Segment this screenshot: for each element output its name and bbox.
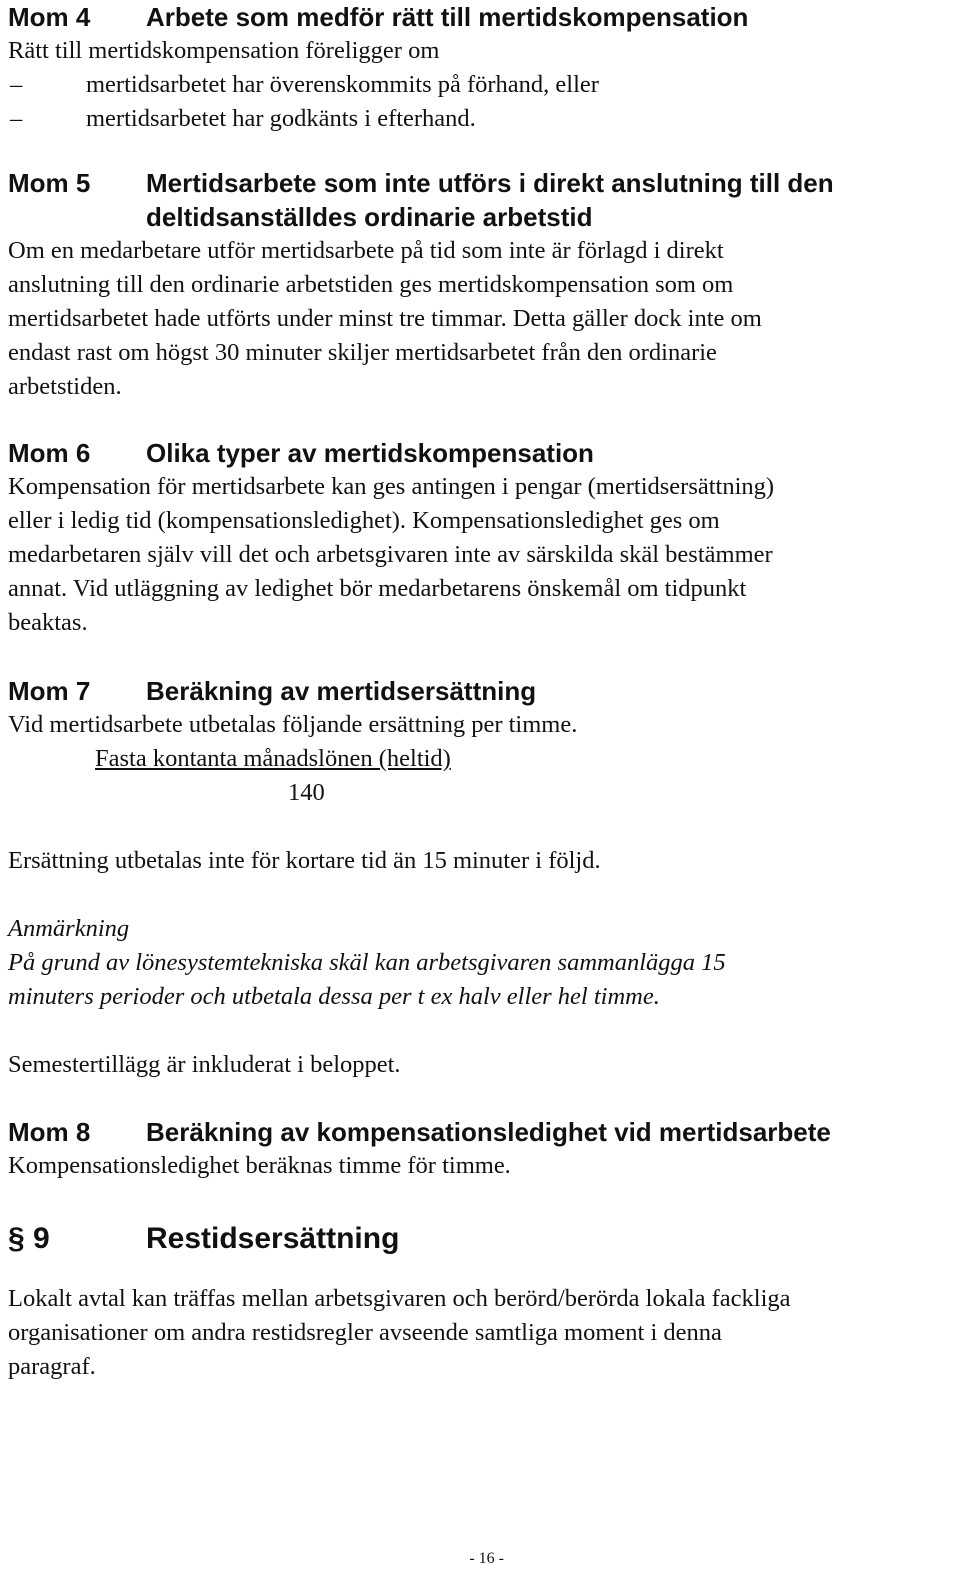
section-mom6: [8, 436, 952, 640]
section-mom8: [8, 1115, 952, 1183]
list-item: [8, 68, 952, 102]
formula-numerator-row: [8, 742, 952, 776]
paragraph-line: organisationer om andra restidsregler avseende samtliga moment i denna: [8, 1319, 722, 1346]
paragraph-line: Kompensation för mertidsarbete kan ges antingen i pengar (mertidsersättning): [8, 473, 775, 500]
note-line: På grund av lönesystemtekniska skäl kan arbetsgivaren sammanlägga 15: [8, 949, 726, 976]
heading-mom7: [8, 674, 952, 708]
section-9: [8, 1220, 952, 1384]
formula-denominator-row: [8, 776, 952, 810]
heading-mom4: [8, 0, 952, 34]
paragraph-line: Lokalt avtal kan träffas mellan arbetsgivaren och berörd/berörda lokala fackliga: [8, 1285, 791, 1312]
dash-bullet: –: [10, 105, 23, 132]
list-item-text: mertidsarbetet har överenskommits på förhand, eller: [86, 71, 599, 98]
paragraph: Ersättning utbetalas inte för kortare tid än 15 minuter i följd.: [8, 847, 601, 874]
formula-numerator: Fasta kontanta månadslönen (heltid): [95, 745, 451, 772]
heading-title: Arbete som medför rätt till mertidskompensation: [146, 2, 749, 32]
heading-title: Olika typer av mertidskompensation: [146, 438, 594, 468]
list-item-text: mertidsarbetet har godkänts i efterhand.: [86, 105, 476, 132]
page-footer: [0, 1550, 960, 1568]
dash-bullet: –: [10, 71, 23, 98]
heading-title-line: Mertidsarbete som inte utförs i direkt anslutning till den: [146, 168, 834, 198]
heading-mom8: [8, 1115, 952, 1149]
note-heading: Anmärkning: [8, 915, 130, 942]
heading-number: Mom 8: [8, 1117, 91, 1147]
paragraph-line: beaktas.: [8, 609, 88, 636]
list-item: [8, 102, 952, 136]
note-line: minuters perioder och utbetala dessa per t ex halv eller hel timme.: [8, 983, 660, 1010]
heading-title: Restidsersättning: [146, 1222, 400, 1255]
heading-number: Mom 5: [8, 168, 91, 198]
heading-number: Mom 7: [8, 676, 91, 706]
heading-number: Mom 6: [8, 438, 91, 468]
section-mom7: [8, 674, 952, 1082]
section-mom5: [8, 166, 952, 404]
paragraph: Semestertillägg är inkluderat i beloppet.: [8, 1051, 401, 1078]
paragraph-line: annat. Vid utläggning av ledighet bör medarbetarens önskemål om tidpunkt: [8, 575, 747, 602]
heading-title: Beräkning av mertidsersättning: [146, 676, 537, 706]
heading-number: § 9: [8, 1222, 50, 1255]
page-number: - 16 -: [469, 1550, 504, 1567]
paragraph-line: paragraf.: [8, 1353, 96, 1380]
heading-title: Beräkning av kompensationsledighet vid mertidsarbete: [146, 1117, 831, 1147]
heading-mom5: [8, 166, 952, 234]
section-mom4: [8, 0, 952, 136]
heading-title-line: deltidsanställdes ordinarie arbetstid: [146, 202, 593, 232]
paragraph-line: mertidsarbetet hade utförts under minst tre timmar. Detta gäller dock inte om: [8, 305, 762, 332]
heading-mom6: [8, 436, 952, 470]
heading-section-9: [8, 1220, 952, 1258]
paragraph-line: eller i ledig tid (kompensationsledighet). Kompensationsledighet ges om: [8, 507, 720, 534]
paragraph-line: arbetstiden.: [8, 373, 122, 400]
heading-title: [146, 166, 952, 234]
paragraph: Kompensationsledighet beräknas timme för timme.: [8, 1152, 511, 1179]
formula-denominator: 140: [288, 779, 325, 806]
paragraph: Rätt till mertidskompensation föreligger om: [8, 37, 440, 64]
paragraph-line: endast rast om högst 30 minuter skiljer mertidsarbetet från den ordinarie: [8, 339, 717, 366]
paragraph: Vid mertidsarbete utbetalas följande ersättning per timme.: [8, 711, 578, 738]
paragraph-line: Om en medarbetare utför mertidsarbete på tid som inte är förlagd i direkt: [8, 237, 724, 264]
heading-number: Mom 4: [8, 2, 91, 32]
paragraph-line: anslutning till den ordinarie arbetstiden ges mertidskompensation som om: [8, 271, 734, 298]
paragraph-line: medarbetaren själv vill det och arbetsgivaren inte av särskilda skäl bestämmer: [8, 541, 773, 568]
